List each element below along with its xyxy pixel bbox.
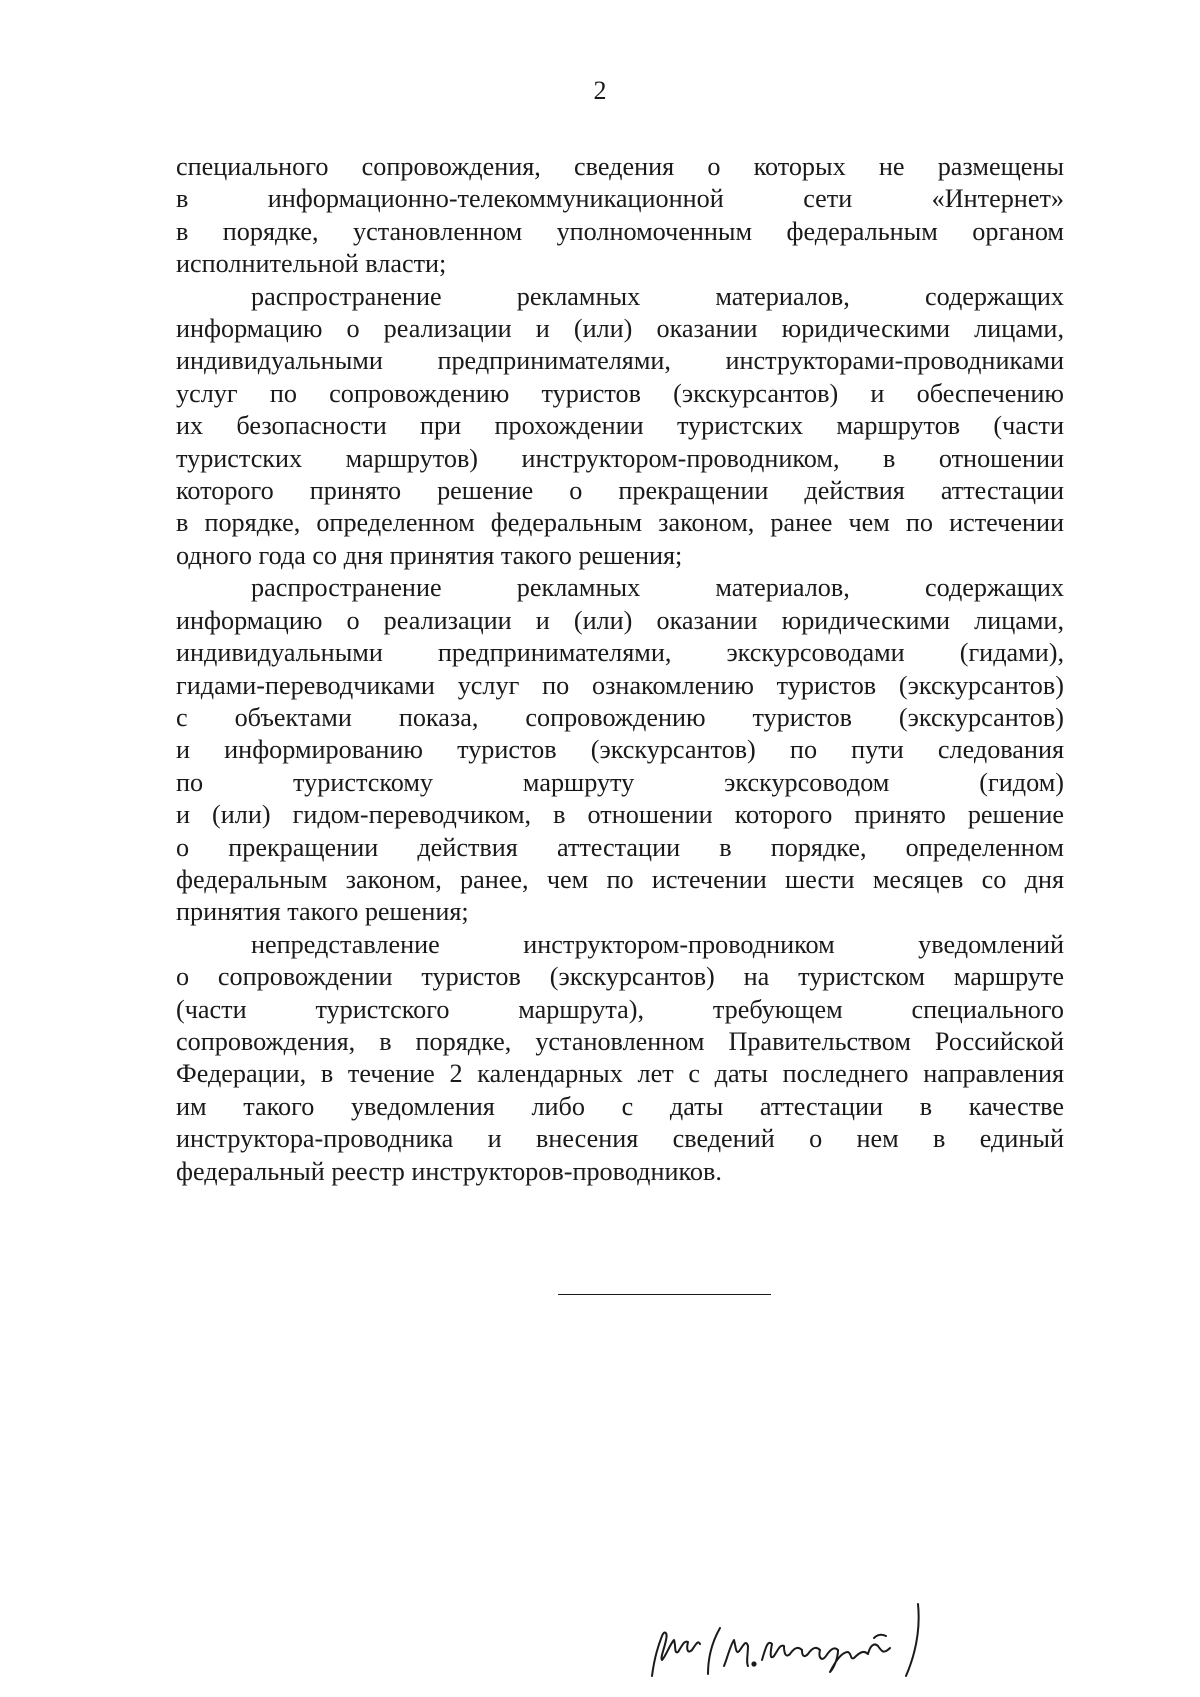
- text-line: о прекращении действия аттестации в порядке, определенном: [176, 832, 1064, 862]
- paragraph-3: [176, 572, 1064, 928]
- text-line: и (или) гидом-переводчиком, в отношении которого принято решение: [176, 800, 1064, 830]
- text-line: в порядке, установленном уполномоченным федеральным органом: [176, 216, 1064, 246]
- text-line: специального сопровождения, сведения о которых не размещены: [176, 152, 1064, 181]
- text-line: исполнительной власти;: [176, 249, 447, 279]
- text-line: их безопасности при прохождении туристских маршрутов (части: [176, 411, 1064, 441]
- text-line: инструктора-проводника и внесения сведений о нем в единый: [176, 1124, 1064, 1154]
- handwritten-signature: [638, 1600, 938, 1680]
- text-line: по туристскому маршруту экскурсоводом (гидом): [176, 767, 1064, 797]
- text-line: распространение рекламных материалов, содержащих: [251, 281, 1064, 311]
- text-line: им такого уведомления либо с даты аттестации в качестве: [176, 1091, 1064, 1121]
- text-line: Федерации, в течение 2 календарных лет с даты последнего направления: [176, 1059, 1064, 1089]
- text-line: информацию о реализации и (или) оказании юридическими лицами,: [176, 314, 1064, 344]
- text-line: федеральным законом, ранее, чем по истечении шести месяцев со дня: [176, 864, 1064, 894]
- text-line: которого принято решение о прекращении действия аттестации: [176, 476, 1064, 506]
- text-line: о сопровождении туристов (экскурсантов) на туристском маршруте: [176, 962, 1064, 992]
- text-line: индивидуальными предпринимателями, инструкторами-проводниками: [176, 346, 1064, 376]
- text-line: принятия такого решения;: [176, 897, 469, 927]
- text-line: в порядке, определенном федеральным законом, ранее чем по истечении: [176, 508, 1064, 538]
- text-line: с объектами показа, сопровождению туристов (экскурсантов): [176, 702, 1064, 732]
- text-line: индивидуальными предпринимателями, экскурсоводами (гидами),: [176, 638, 1064, 668]
- text-line: (части туристского маршрута), требующем специального: [176, 994, 1064, 1024]
- end-divider: [558, 1294, 771, 1295]
- page-number: 2: [593, 76, 607, 105]
- text-line: непредставление инструктором-проводником уведомлений: [251, 929, 1064, 959]
- signature-scribble: [638, 1600, 938, 1680]
- text-line: одного года со дня принятия такого решения;: [176, 540, 683, 570]
- paragraph-2: [176, 281, 1064, 573]
- paragraph-4: [176, 929, 1064, 1188]
- text-line: и информированию туристов (экскурсантов) по пути следования: [176, 735, 1064, 765]
- text-line: распространение рекламных материалов, содержащих: [251, 573, 1064, 603]
- text-line: информацию о реализации и (или) оказании юридическими лицами,: [176, 605, 1064, 635]
- text-line: в информационно-телекоммуникационной сети «Интернет»: [176, 184, 1064, 214]
- text-line: федеральный реестр инструкторов-проводников.: [176, 1156, 722, 1186]
- paragraph-1: [176, 151, 1064, 281]
- text-line: гидами-переводчиками услуг по ознакомлению туристов (экскурсантов): [176, 670, 1064, 700]
- text-line: туристских маршрутов) инструктором-проводником, в отношении: [176, 443, 1064, 473]
- document-body: [176, 151, 1064, 1188]
- text-line: услуг по сопровождению туристов (экскурсантов) и обеспечению: [176, 378, 1064, 408]
- text-line: сопровождения, в порядке, установленном Правительством Российской: [176, 1026, 1064, 1056]
